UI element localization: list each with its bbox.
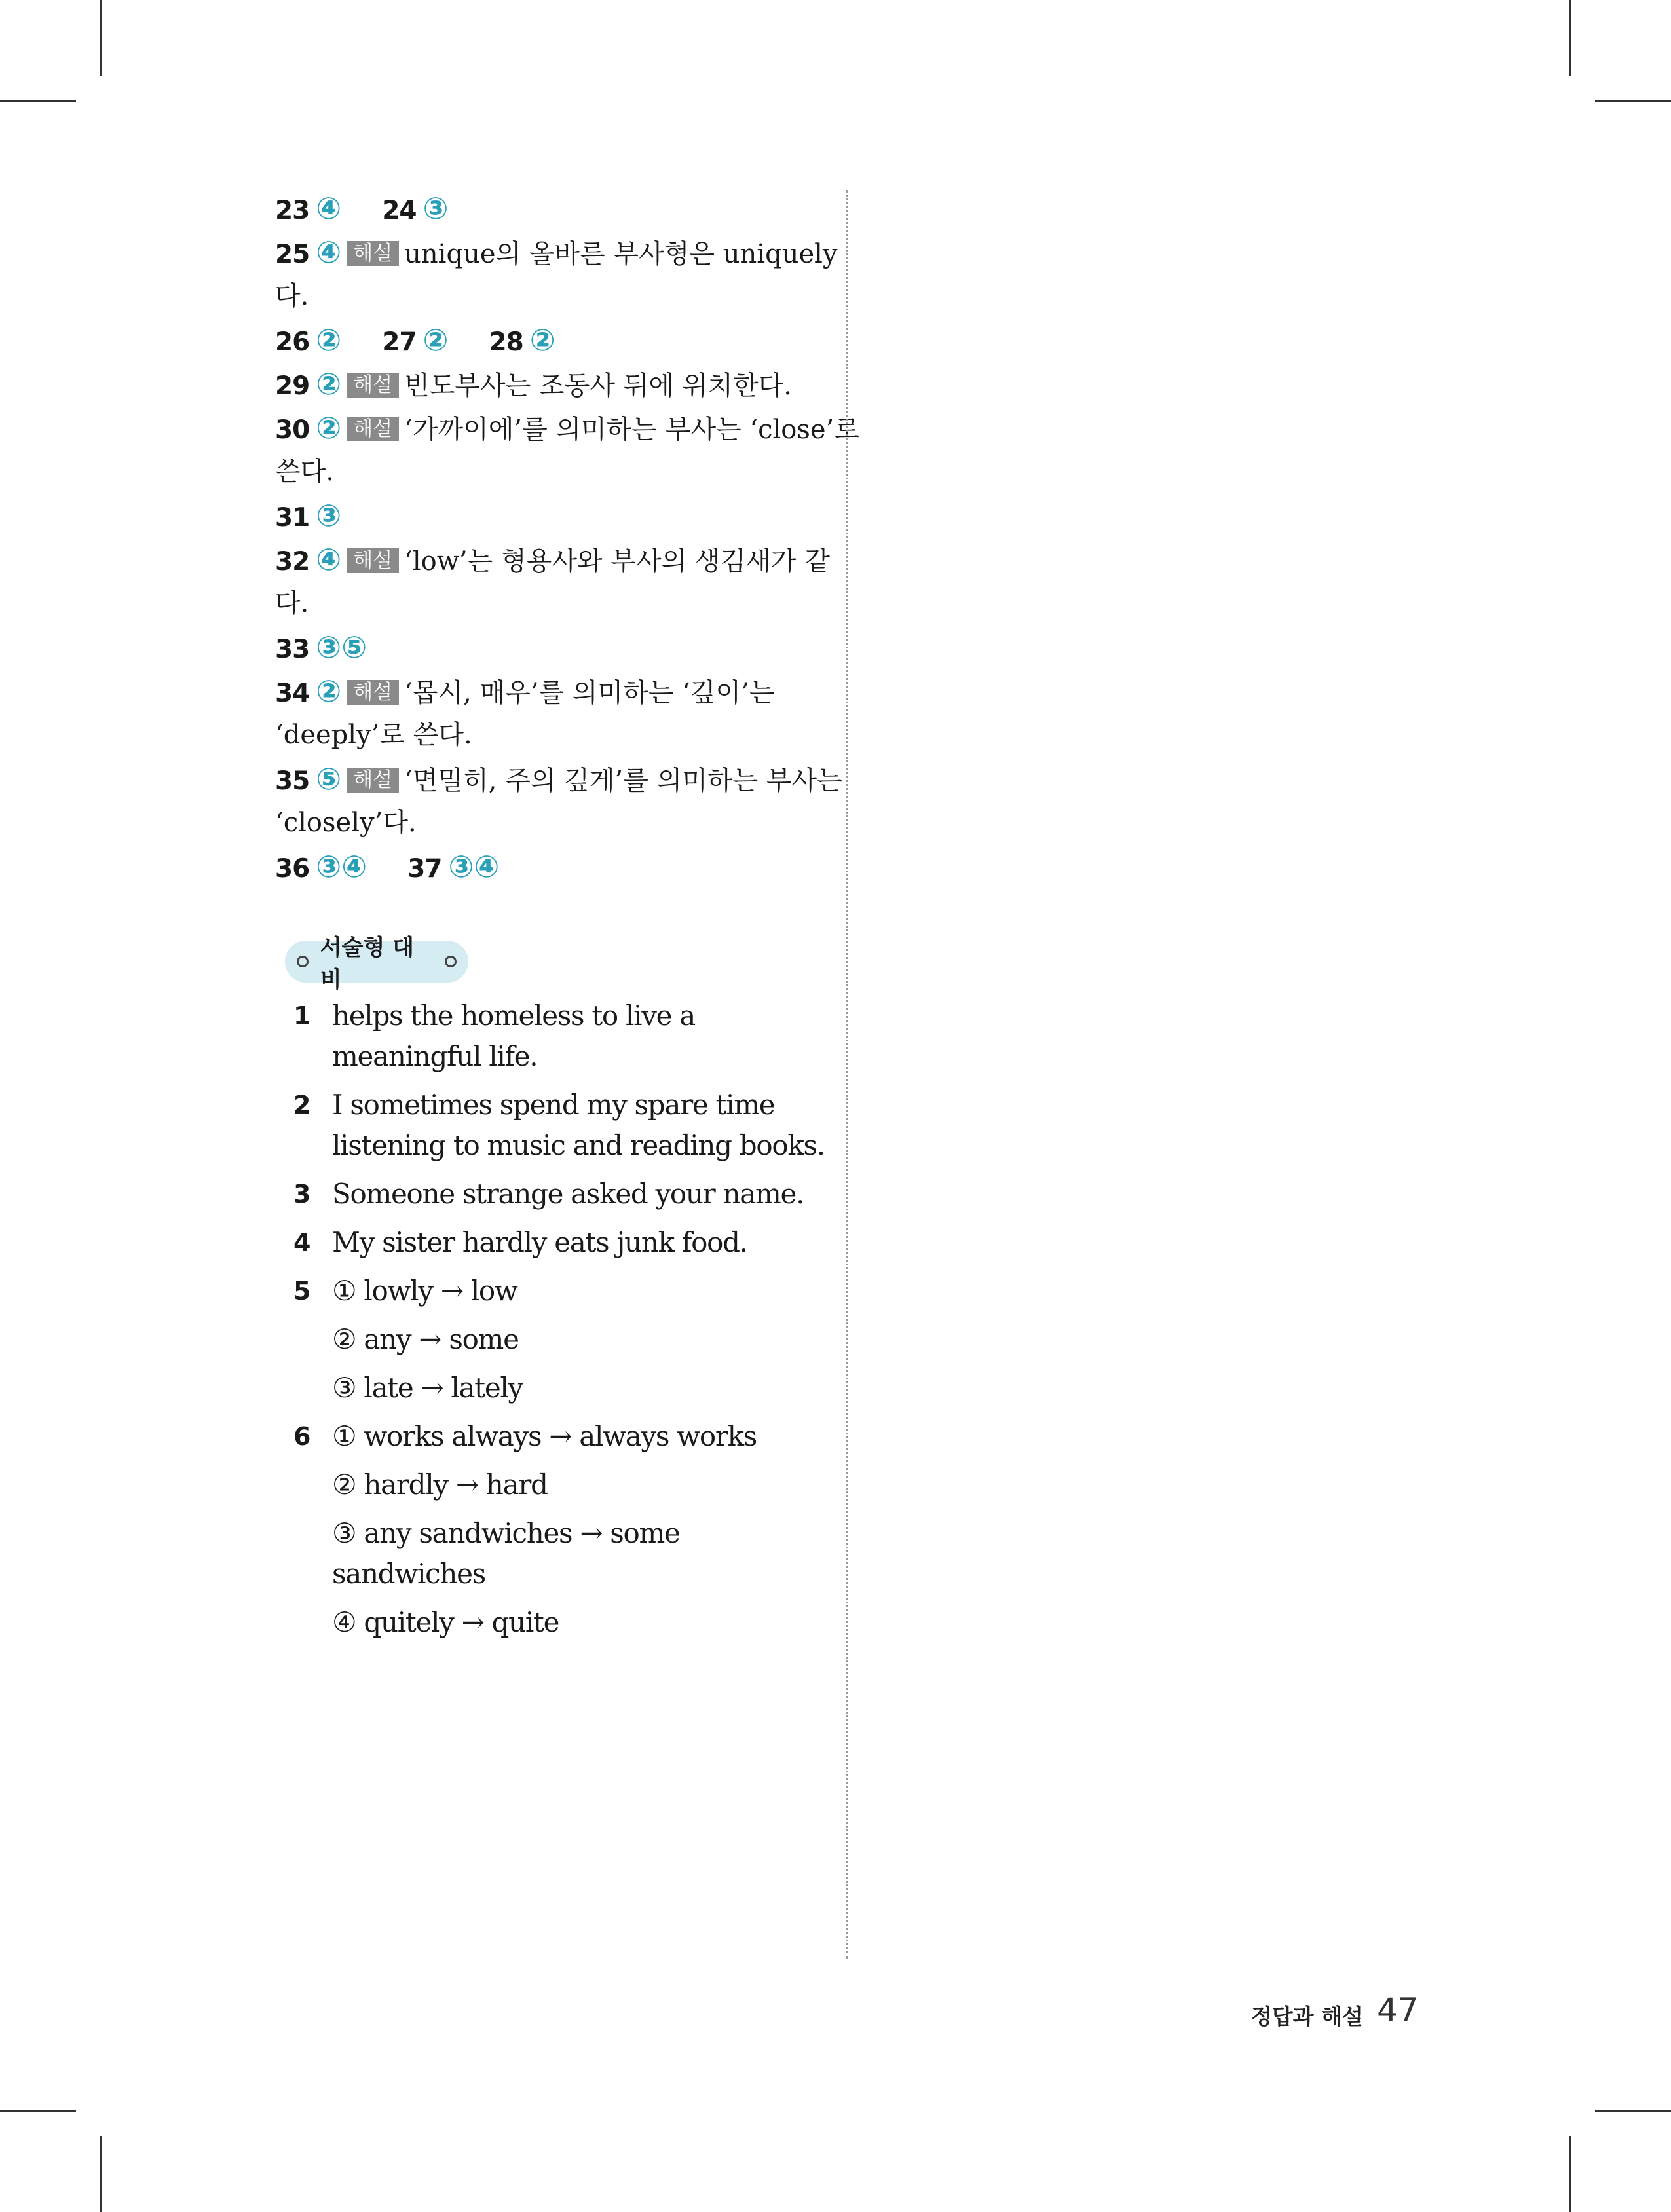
question-number: 27 <box>382 328 417 357</box>
answer-row <box>275 538 830 582</box>
question-number: 26 <box>275 328 310 357</box>
item-text: I sometimes spend my spare time listening to music and reading books. <box>332 1089 825 1161</box>
item-text: helps the homeless to live a meaningful life. <box>332 1000 695 1072</box>
answer-choice: ③④ <box>316 849 367 884</box>
explanation-text: unique의 올바른 부사형은 uniquely <box>404 239 838 269</box>
item-number: 3 <box>293 1180 311 1209</box>
page-number: 47 <box>1377 1991 1419 2029</box>
question-number: 23 <box>275 196 310 225</box>
explanation-text: 빈도부사는 조동사 뒤에 위치한다. <box>404 371 792 401</box>
essay-subitem: ④ quitely → quite <box>332 1606 559 1638</box>
answer-choice: ② <box>316 673 342 709</box>
essay-item <box>288 1416 825 1457</box>
essay-subitem: ③ late → lately <box>332 1372 523 1404</box>
essay-subitem: ② any → some <box>332 1323 519 1355</box>
explanation-label: 해설 <box>347 548 399 573</box>
essay-item <box>288 1085 825 1166</box>
item-text: Someone strange asked your name. <box>332 1178 804 1210</box>
explanation-text: ‘가까이에’를 의미하는 부사는 ‘close’로 <box>404 415 859 445</box>
answer-choice: ② <box>316 322 342 358</box>
answer-choice: ② <box>316 410 342 445</box>
item-text: ① works always → always works <box>332 1420 757 1452</box>
question-number: 31 <box>275 503 310 533</box>
question-number: 35 <box>275 766 310 796</box>
essay-item <box>288 1222 825 1263</box>
answer-choice: ② <box>422 322 449 358</box>
question-number: 25 <box>275 240 310 269</box>
question-number: 24 <box>382 196 417 225</box>
item-number: 5 <box>293 1277 311 1305</box>
answer-item <box>407 845 499 891</box>
explanation-label: 해설 <box>347 768 399 793</box>
item-text: ① lowly → low <box>332 1275 517 1307</box>
answer-row <box>275 231 838 274</box>
crop-mark <box>1569 0 1571 76</box>
essay-subitem: ② hardly → hard <box>332 1469 548 1501</box>
explanation-text: ‘면밀히, 주의 깊게’를 의미하는 부사는 <box>404 766 842 796</box>
essay-item <box>288 1174 825 1214</box>
answer-choice: ⑤ <box>316 761 342 797</box>
question-number: 32 <box>275 547 310 576</box>
item-number: 1 <box>293 1002 311 1030</box>
crop-mark <box>1595 100 1671 102</box>
explanation-text: ‘몹시, 매우’를 의미하는 ‘깊이’는 <box>404 678 775 708</box>
explanation-continuation: 다. <box>275 588 309 618</box>
item-number: 2 <box>293 1091 311 1119</box>
answer-row <box>275 626 819 669</box>
explanation-continuation: 쓴다. <box>275 457 334 487</box>
answer-item <box>382 187 448 233</box>
answer-choice: ③④ <box>448 849 500 884</box>
answer-item <box>382 318 448 364</box>
answer-row <box>275 187 819 231</box>
answer-row <box>275 757 842 801</box>
question-number: 30 <box>275 415 310 445</box>
answer-list <box>275 187 859 889</box>
answer-row <box>275 362 819 406</box>
explanation-text: ‘low’는 형용사와 부사의 생김새가 같 <box>404 546 830 576</box>
question-number: 36 <box>275 854 310 884</box>
question-number: 29 <box>275 371 310 401</box>
answer-choice: ② <box>316 366 342 402</box>
answer-choice: ③ <box>422 191 449 226</box>
answer-choice: ④ <box>316 542 342 577</box>
answer-row <box>275 845 819 889</box>
answer-choice: ③ <box>316 498 342 533</box>
circle-bullet-icon <box>297 956 309 967</box>
answer-choice: ③⑤ <box>316 629 367 665</box>
answer-row <box>275 494 819 538</box>
essay-answer-list <box>288 996 825 1651</box>
answer-item <box>275 318 341 364</box>
answer-row <box>275 318 819 362</box>
answer-choice: ④ <box>316 191 342 226</box>
crop-mark <box>0 100 76 102</box>
question-number: 34 <box>275 679 310 708</box>
crop-mark <box>1595 2110 1671 2112</box>
item-text: My sister hardly eats junk food. <box>332 1226 747 1258</box>
answer-item <box>275 187 341 233</box>
section-title: 서술형 대비 <box>320 935 414 993</box>
section-pill <box>285 935 468 993</box>
essay-item <box>288 996 825 1077</box>
crop-mark <box>1569 2136 1571 2212</box>
answer-item <box>489 318 555 364</box>
answer-item <box>275 494 341 540</box>
answer-choice: ② <box>529 322 555 358</box>
answer-row <box>275 669 819 713</box>
answer-row <box>275 406 859 450</box>
question-number: 37 <box>407 854 442 884</box>
footer-label: 정답과 해설 <box>1251 2004 1363 2029</box>
answer-item <box>275 626 367 671</box>
explanation-label: 해설 <box>347 373 399 398</box>
item-number: 6 <box>293 1422 311 1451</box>
answer-choice: ④ <box>316 234 342 270</box>
explanation-continuation: 다. <box>275 281 309 311</box>
explanation-label: 해설 <box>347 680 399 705</box>
essay-item <box>288 1271 825 1311</box>
item-number: 4 <box>293 1228 311 1257</box>
question-number: 33 <box>275 635 310 664</box>
explanation-continuation: ‘closely’다. <box>275 808 417 838</box>
explanation-continuation: ‘deeply’로 쓴다. <box>275 720 472 750</box>
essay-subitem: ③ any sandwiches → some sandwiches <box>332 1517 680 1590</box>
column-divider <box>846 190 848 1959</box>
explanation-label: 해설 <box>347 417 399 441</box>
crop-mark <box>100 2136 102 2212</box>
question-number: 28 <box>489 328 523 357</box>
crop-mark <box>0 2110 76 2112</box>
circle-bullet-icon <box>445 956 457 967</box>
answer-item <box>275 845 367 891</box>
crop-mark <box>100 0 102 76</box>
explanation-label: 해설 <box>347 241 399 266</box>
